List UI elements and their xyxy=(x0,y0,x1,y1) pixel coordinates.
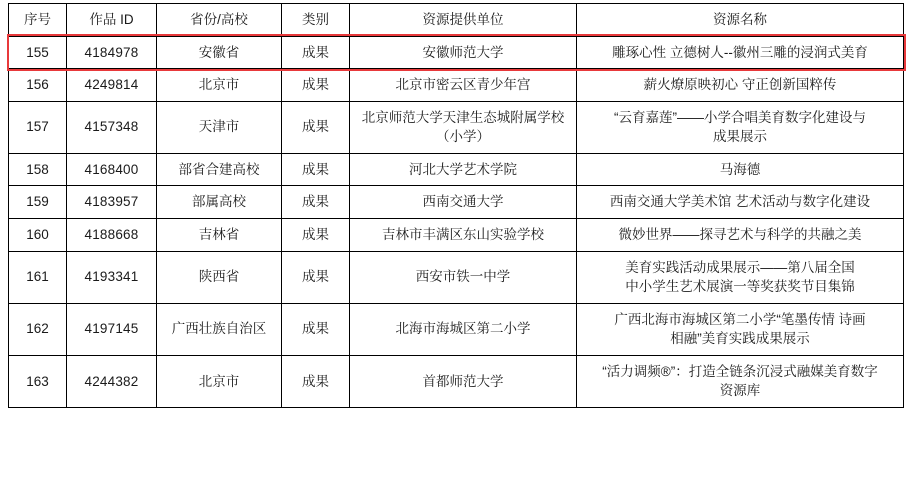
cell-line: 马海德 xyxy=(719,161,761,177)
table-row xyxy=(9,303,904,355)
cell-provider xyxy=(350,153,577,186)
column-header-region: 省份/高校 xyxy=(157,4,282,37)
cell-line: 微妙世界——探寻艺术与科学的共融之美 xyxy=(618,226,862,242)
column-header-id: 作品 ID xyxy=(67,4,157,37)
cell-line: 资源库 xyxy=(719,383,761,399)
cell-provider xyxy=(350,186,577,219)
cell-line: 河北大学艺术学院 xyxy=(409,161,517,177)
cell-provider xyxy=(350,303,577,355)
cell-resource-name xyxy=(577,303,904,355)
cell-seq: 163 xyxy=(9,355,67,407)
table-header xyxy=(9,4,904,37)
cell-resource-name xyxy=(577,153,904,186)
cell-region: 部属高校 xyxy=(157,186,282,219)
cell-work-id: 4168400 xyxy=(67,153,157,186)
table-row xyxy=(9,101,904,153)
cell-line: 中小学生艺术展演一等奖获奖节目集锦 xyxy=(625,279,855,295)
cell-line: 美育实践活动成果展示——第八届全国 xyxy=(625,259,855,275)
cell-line: 薪火燎原映初心 守正创新国粹传 xyxy=(643,77,837,93)
cell-line: 西南交通大学 xyxy=(422,194,504,210)
cell-type: 成果 xyxy=(282,101,350,153)
cell-region: 吉林省 xyxy=(157,218,282,251)
cell-work-id: 4197145 xyxy=(67,303,157,355)
cell-line: 北海市海城区第二小学 xyxy=(395,321,531,337)
cell-region: 北京市 xyxy=(157,355,282,407)
cell-work-id: 4183957 xyxy=(67,186,157,219)
table-row xyxy=(9,69,904,102)
cell-seq: 161 xyxy=(9,251,67,303)
cell-work-id: 4244382 xyxy=(67,355,157,407)
column-header-type: 类别 xyxy=(282,4,350,37)
table-row xyxy=(9,355,904,407)
table-row xyxy=(9,218,904,251)
cell-region: 北京市 xyxy=(157,69,282,102)
cell-work-id: 4193341 xyxy=(67,251,157,303)
cell-type: 成果 xyxy=(282,186,350,219)
resource-list-table xyxy=(8,3,904,408)
cell-work-id: 4184978 xyxy=(67,36,157,69)
cell-work-id: 4188668 xyxy=(67,218,157,251)
cell-line: 北京师范大学天津生态城附属学校 xyxy=(361,109,565,125)
cell-line: 吉林市丰满区东山实验学校 xyxy=(382,226,544,242)
cell-provider xyxy=(350,101,577,153)
cell-seq: 155 xyxy=(9,36,67,69)
cell-region: 陕西省 xyxy=(157,251,282,303)
cell-resource-name xyxy=(577,251,904,303)
cell-provider xyxy=(350,218,577,251)
table-row xyxy=(9,251,904,303)
cell-seq: 159 xyxy=(9,186,67,219)
cell-line: 相融”美育实践成果展示 xyxy=(670,331,810,347)
cell-type: 成果 xyxy=(282,303,350,355)
cell-line: 首都师范大学 xyxy=(422,373,504,389)
cell-line: 雕琢心性 立德树人--徽州三雕的浸润式美育 xyxy=(612,44,868,60)
cell-line: “云育嘉莲”——小学合唱美育数字化建设与 xyxy=(614,109,866,125)
cell-provider xyxy=(350,36,577,69)
cell-type: 成果 xyxy=(282,36,350,69)
table-header-row xyxy=(9,4,904,37)
cell-provider xyxy=(350,69,577,102)
cell-seq: 156 xyxy=(9,69,67,102)
table-body xyxy=(9,36,904,407)
table-row xyxy=(9,186,904,219)
cell-line: （小学） xyxy=(436,129,490,145)
cell-region: 部省合建高校 xyxy=(157,153,282,186)
cell-line: 西安市铁一中学 xyxy=(415,269,511,285)
cell-work-id: 4157348 xyxy=(67,101,157,153)
cell-line: 成果展示 xyxy=(713,129,767,145)
cell-work-id: 4249814 xyxy=(67,69,157,102)
cell-type: 成果 xyxy=(282,153,350,186)
cell-line: 西南交通大学美术馆 艺术活动与数字化建设 xyxy=(609,194,871,210)
cell-type: 成果 xyxy=(282,218,350,251)
cell-provider xyxy=(350,251,577,303)
cell-resource-name xyxy=(577,69,904,102)
cell-region: 天津市 xyxy=(157,101,282,153)
cell-type: 成果 xyxy=(282,251,350,303)
cell-resource-name xyxy=(577,36,904,69)
cell-resource-name xyxy=(577,355,904,407)
cell-region: 广西壮族自治区 xyxy=(157,303,282,355)
cell-seq: 157 xyxy=(9,101,67,153)
cell-seq: 162 xyxy=(9,303,67,355)
cell-seq: 160 xyxy=(9,218,67,251)
cell-resource-name xyxy=(577,218,904,251)
table-row xyxy=(9,153,904,186)
column-header-provider: 资源提供单位 xyxy=(350,4,577,37)
table-row xyxy=(9,36,904,69)
cell-resource-name xyxy=(577,186,904,219)
cell-type: 成果 xyxy=(282,69,350,102)
cell-region: 安徽省 xyxy=(157,36,282,69)
column-header-name: 资源名称 xyxy=(577,4,904,37)
cell-line: “活力调频®”：打造全链条沉浸式融媒美育数字 xyxy=(602,363,878,379)
cell-type: 成果 xyxy=(282,355,350,407)
cell-line: 北京市密云区青少年宫 xyxy=(395,77,531,93)
cell-line: 安徽师范大学 xyxy=(422,44,504,60)
cell-seq: 158 xyxy=(9,153,67,186)
cell-line: 广西北海市海城区第二小学“笔墨传情 诗画 xyxy=(614,311,866,327)
cell-resource-name xyxy=(577,101,904,153)
cell-provider xyxy=(350,355,577,407)
column-header-seq: 序号 xyxy=(9,4,67,37)
